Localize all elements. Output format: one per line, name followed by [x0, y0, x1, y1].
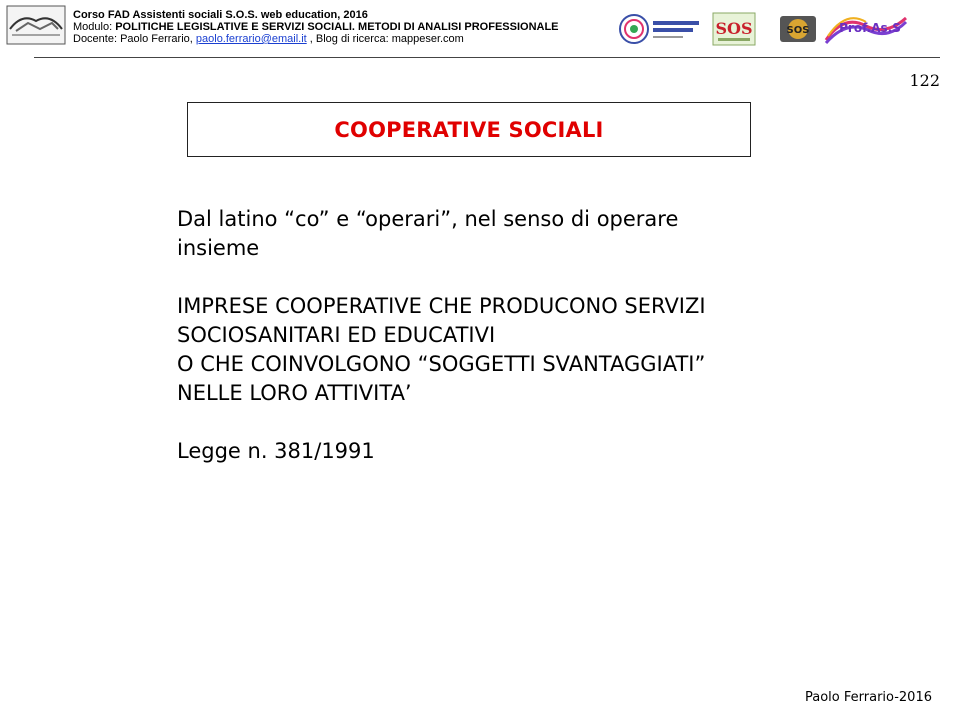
paragraph-definition [177, 292, 877, 408]
module-title: POLITICHE LEGISLATIVE E SERVIZI SOCIALI. METODI DI ANALISI PROFESSIONALE [115, 21, 559, 33]
sos-logo [712, 12, 756, 46]
header-divider [34, 57, 940, 58]
teacher-label: Docente: Paolo Ferrario, [73, 33, 196, 45]
course-header [73, 9, 613, 45]
prof-ass-logo-text: Prof.As.S [839, 21, 901, 35]
text-line: Dal latino “co” e “operari”, nel senso di operare [177, 207, 679, 231]
footer-credit: Paolo Ferrario-2016 [805, 690, 932, 705]
slide-title: COOPERATIVE SOCIALI [334, 117, 604, 142]
teacher-email-link[interactable]: paolo.ferrario@email.it [195, 33, 307, 45]
handshake-logo-icon [6, 5, 66, 45]
text-line: O CHE COINVOLGONO “SOGGETTI SVANTAGGIATI” [177, 352, 706, 376]
course-title: Corso FAD Assistenti sociali S.O.S. web education, 2016 [73, 9, 368, 21]
studio-professionale-logo [617, 12, 707, 46]
page-number: 122 [909, 71, 940, 90]
module-line [73, 21, 613, 33]
blog-label: , Blog di ricerca: mappeser.com [306, 33, 464, 45]
sos-web-logo-text: SOS [786, 25, 810, 36]
paragraph-law [177, 437, 877, 466]
text-line: NELLE LORO ATTIVITA’ [177, 381, 412, 405]
paragraph-etymology [177, 205, 877, 263]
text-line: SOCIOSANITARI ED EDUCATIVI [177, 323, 496, 347]
text-line: Legge n. 381/1991 [177, 439, 375, 463]
text-line: IMPRESE COOPERATIVE CHE PRODUCONO SERVIZI [177, 294, 706, 318]
teacher-line [73, 33, 613, 45]
module-prefix: Modulo: [73, 21, 116, 33]
slide-title-box [187, 102, 751, 157]
slide-body [177, 205, 877, 466]
text-line: insieme [177, 236, 260, 260]
sos-web-logo [778, 12, 818, 46]
sos-logo-text: SOS [715, 19, 753, 38]
prof-ass-logo [824, 12, 908, 46]
